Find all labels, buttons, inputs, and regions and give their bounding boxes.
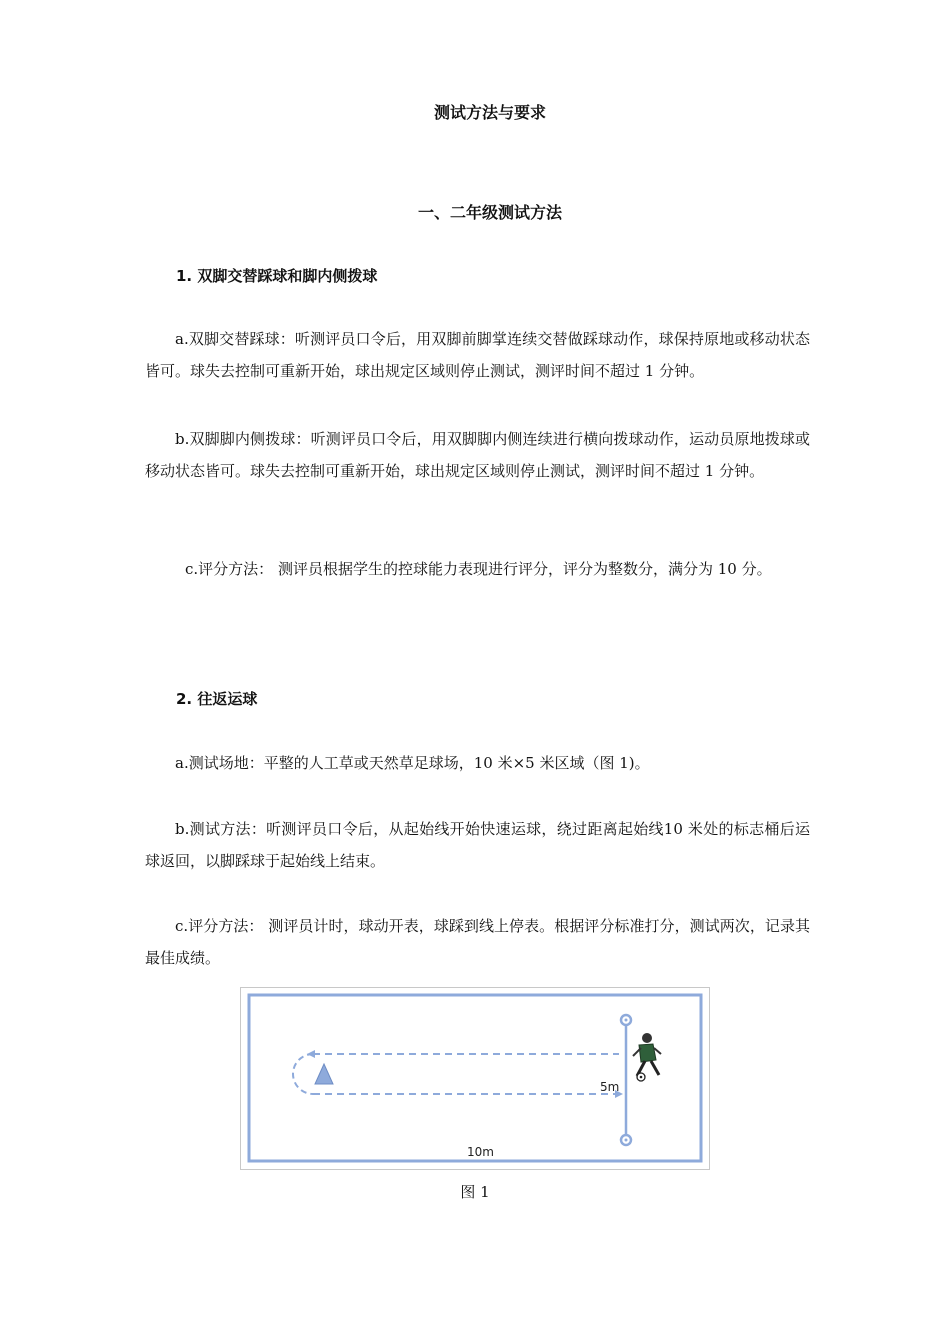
- cone-icon: [315, 1064, 333, 1084]
- item1-para-c: c.评分方法： 测评员根据学生的控球能力表现进行评分，评分为整数分，满分为 10 分。: [185, 560, 772, 578]
- item1-para-a: a.双脚交替踩球：听测评员口令后，用双脚前脚掌连续交替做踩球动作，球保持原地或移动状态皆可。球失去控制可重新开始，球出规定区域则停止测试，测评时间不超过 1 分钟。: [145, 330, 810, 380]
- length-label: 10m: [467, 1145, 494, 1159]
- item1-para-b: b.双脚脚内侧拨球：听测评员口令后，用双脚脚内侧连续进行横向拨球动作，运动员原地拨球或移动状态皆可。球失去控制可重新开始，球出规定区域则停止测试，测评时间不超过 1 分钟。: [145, 430, 810, 480]
- figure-caption: 图 1: [460, 1183, 490, 1201]
- section-heading: 一、二年级测试方法: [417, 203, 562, 222]
- item2-para-a: a.测试场地：平整的人工草或天然草足球场，10 米×5 米区域（图 1)。: [175, 754, 650, 772]
- turn-arc: [293, 1054, 313, 1094]
- item2-heading: 2. 往返运球: [176, 690, 258, 708]
- width-label: 5m: [600, 1080, 620, 1094]
- field-diagram-svg: [241, 988, 709, 1169]
- item2-para-c: c.评分方法： 测评员计时，球动开表，球踩到线上停表。根据评分标准打分，测试两次，记录其最佳成绩。: [145, 917, 810, 967]
- field-boundary: [249, 995, 701, 1161]
- page-title: 测试方法与要求: [433, 103, 546, 122]
- item2-para-b: b.测试方法：听测评员口令后，从起始线开始快速运球，绕过距离起始线10 米处的标志桶后运球返回，以脚踩球于起始线上结束。: [145, 820, 810, 870]
- ball-icon: [637, 1073, 645, 1081]
- arrow-left-icon: [307, 1050, 315, 1058]
- item1-heading: 1. 双脚交替踩球和脚内侧拨球: [176, 267, 378, 285]
- player-icon: [633, 1033, 661, 1076]
- field-diagram: [240, 987, 710, 1170]
